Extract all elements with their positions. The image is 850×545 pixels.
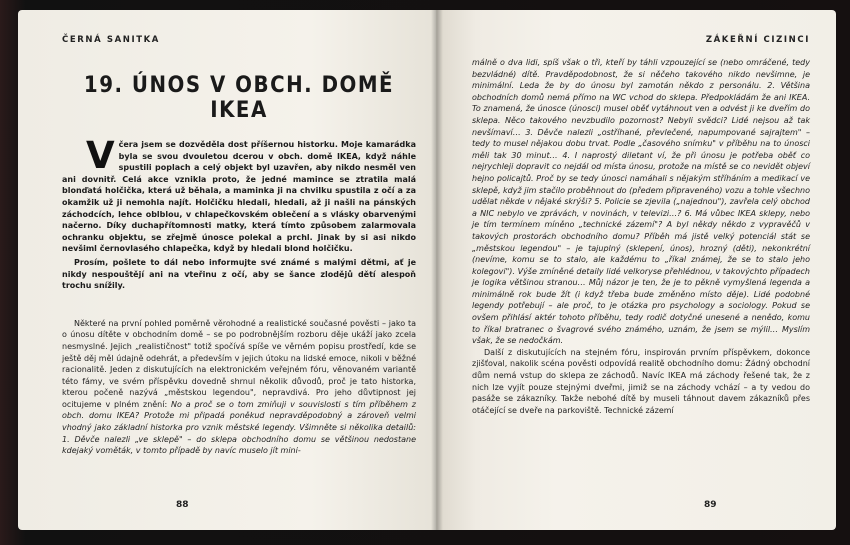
body-paragraph-right: Další z diskutujících na stejném fóru, inspirován prvním příspěvkem, dokonce zjišťoval, nakolik scéna pověsti odpovídá realitě obchodního domu: Žádný obchodní dům nemá vstup do sklepa ze záchodů. Navíc IKEA má záchody řešené tak, že z nich lze vyjít pouze stejnými dveřmi, jimiž se na záchody vchází – a ty vedou do pasáže se zákazníky. Takže nebohé dítě by museli táhnout davem zákazníků přes otáčející se dveře na parkoviště. Technické zázemí — [472, 347, 810, 415]
quoted-paragraph — [472, 57, 810, 347]
page-number-right: 89 — [704, 500, 717, 510]
chapter-title: 19. ÚNOS V OBCH. DOMĚ IKEA — [83, 73, 395, 123]
right-body — [472, 57, 810, 416]
drop-cap: V — [86, 134, 115, 177]
left-page — [18, 10, 436, 530]
running-head-left: ČERNÁ SANITKA — [62, 35, 160, 45]
quoted-text: No a proč se o tom zmiňuji v souvislosti s tím příběhem z obch. domu IKEA? Protože mi připadá poněkud nepravděpodobný a zároveň velmi vhodný jako základní historka pro vznik městské legendy. Všimněte si několika detailů: 1. Děvče nalezli „ve sklepě" – do sklepa obchodního domu se většinou nedostane kdejaký voměták, v tomto případě by navíc muselo jít mini- — [62, 399, 416, 456]
quoted-text-continued: málně o dva lidi, spíš však o tři, kteří by táhli vzpouzející se (nebo omráčené, tedy bezvládné) dítě. Pravděpodobnost, že si něčeho takového nikdo nevšimne, je minimální. Leda že by do únosu byl zamotán někdo z personálu. 2. Většina obchodních domů nemá přímo na WC vchod do sklepa. Předpokládám že ani IKEA. To znamená, že únosce (únosci) musel oběť vytáhnout ven a odvést ji ke dveřím do sklepa. Něco takového nevzbudilo pozornost? Nebyli svědci? Lidé nejsou až tak nevšímaví… 3. Děvče nalezli „ostříhané, převlečené, napumpované sajrajtem" – tedy to musel nějakou dobu trvat. Podle „časového snímku" v příběhu na to únosci měli tak 30 minut… 4. I naprostý diletant ví, že při únosu je potřeba oběť co nejrychleji dopravit co nejdál od místa únosu, protože na místě se co nevidět objeví hejno policajtů. Proč by se tedy únosci namáhali s nějakým stříháním a medikací ve sklepě, když jim stačilo proběhnout do (předem připraveného) vozu a tohle všechno udělat někde v nějaké skrýši? 5. Policie se zjevila („najednou"), zavřela celý obchod a NIC nebylo ve zprávách, v novinách, v televizi…? 6. Má vůbec IKEA sklepy, nebo je tím termínem míněno „technické zázemí"? A byl někdy někdo z vypravěčů v takových prostorách obchodního domu? Příběh má jistě velký potenciál stát se „městskou legendou" – je tajuplný (sklepení, únos), hrozný (děti), nekonkrétní (nevíme, komu se to stalo, ale každému to „říkal známej, že se to stalo jeho kolegovi"). Výše zmíněné detaily lidé velkoryse přehlédnou, v takovýchto případech je logika většinou stranou… Můj názor je ten, že je to pěkně vymyšlená legenda a minimálně rok bude žít (i když třeba bude změněno místo děje). Lidé podobné legendy potřebují – ale proč, to je otázka pro psychology a sociology. Pokud se ovšem přihlásí aktér tohoto příběhu, tedy rodič dotyčné unesené a nenědo, komu to říkal bratranec o švagrové svého známého, uznám, že jsem se mýlil… Myslím však, že se nedočkám. — [472, 58, 810, 346]
running-head-right: ZÁKEŘNÍ CIZINCI — [705, 35, 810, 45]
lead-paragraph-1: čera jsem se dozvěděla dost příšernou historku. Moje kamarádka byla se svou dvouletou dcerou v obch. domě IKEA, když náhle spustili poplach a celý objekt byl uzavřen, aby nikdo nesměl ven ani dovnitř. Celá akce vznikla proto, že jedné mamince se ztratila malá blonďatá holčička, která už běhala, a maminka ji na chvilku spustila z očí a za okamžik už ji nemohla najít. Holčičku hledali, hledali, až ji našli na pánských záchodcích, lehce oblblou, v chlapečkovském oblečení a s vlásky obarvenými načerno. Díky duchapřítomnosti matky, která tímto způsobem zalarmovala ochranku objektu, se zřejmě únosce polekal a prchl. Jinak by si asi nikdo nevšiml černovlasého chlapečka, když by hledali blond holčičku. — [62, 140, 416, 254]
right-page — [436, 10, 836, 530]
body-paragraph — [62, 318, 416, 457]
body-text: Některé na první pohled poměrně věrohodné a realistické současné pověsti – jako ta o únosu dítěte v obchodním domě – se po podrobnějším rozboru děje ukáží jako zcela nesmyslné. Jejich „realističnost" totiž spočívá spíše ve věrném popisu prostředí, kde se ještě děj měl údajně odehrát, a především v jejich útoku na lidské emoce, nikoli v běžné racionalitě. Jeden z diskutujících na elektronickém veřejném fóru, věnovaném variantě této fámy, ve svém příspěvku dovedně shrnul několik důvodů, proč je tato historka, kterou počeně nazývá „městskou legendou", nepravdivá. Pro jeho důvtipnost jej ocitujeme v plném znění: — [62, 318, 416, 409]
left-body — [62, 318, 416, 457]
page-number-left: 88 — [176, 500, 189, 510]
lead-text — [62, 134, 416, 292]
book-gutter — [431, 10, 443, 530]
lead-paragraph-2: Prosím, pošlete to dál nebo informujte své známé s malými dětmi, ať je nikdy nespouštějí ani na vteřinu z očí, aby se šance zlodějů dětí alespoň trochu snížily. — [62, 257, 416, 291]
